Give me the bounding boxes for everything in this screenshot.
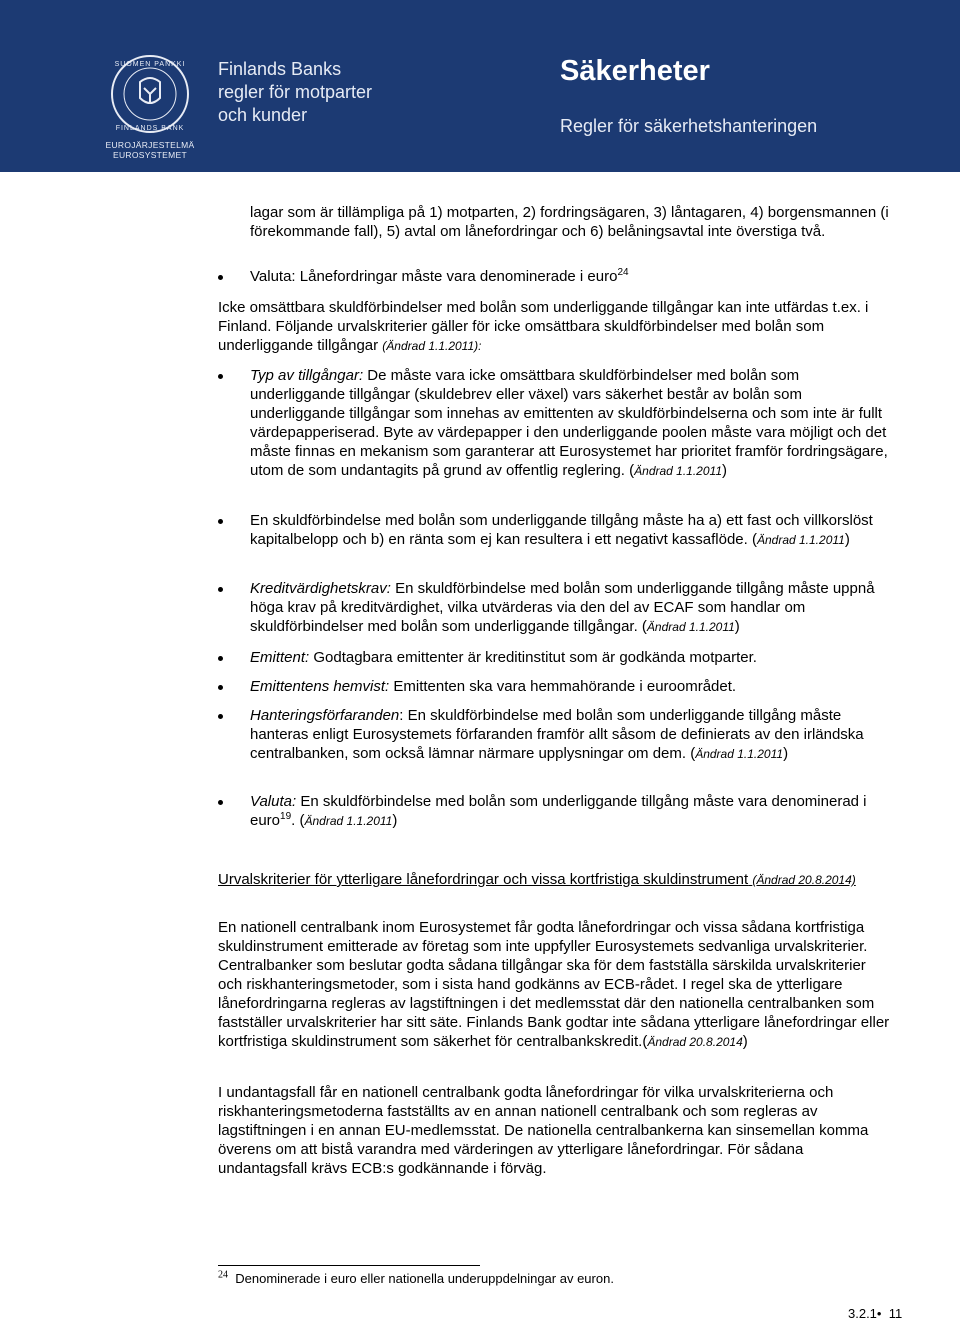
bullet-credit: Kreditvärdighetskrav: En skuldförbindelse med bolån som underliggande tillgång måste uppnå höga krav på kreditvärdighet, vilka utvärderas via den del av ECAF som handlar om skuldförbindelser med bolån som underliggande tillgångar. (Ändrad 1.1.2011) bbox=[250, 580, 875, 635]
bullet-currency: Valuta: En skuldförbindelse med bolån som underliggande tillgång måste vara denominerad i euro$^{19}$. (Ändrad 1.1.2011) bbox=[250, 793, 867, 829]
paragraph-continuation: lagar som är tillämpliga på 1) motparten, 2) fordringsägaren, 3) låntagaren, 4) borgensmannen (i förekommande fall), 5) avtal om lånefordringar och 6) belåningsavtal inte överstiga två. bbox=[250, 204, 889, 240]
bullet-procedures: Hanteringsförfaranden: En skuldförbindelse med bolån som underliggande tillgång måste hanteras enligt Eurosystemets förfaranden framför allt såsom de definierats av den irländska centralbanken, som också lämnar närmare upplysningar om dem. (Ändrad 1.1.2011) bbox=[250, 707, 864, 762]
page-number: 3.2.1• 11 bbox=[848, 1306, 903, 1321]
bullet-asset-type: Typ av tillgångar: De måste vara icke omsättbara skuldförbindelser med bolån som underliggande tillgångar (skuldebrev eller växel) vars säkerhet består av bolån som underliggande tillgångar som innehas av emittenten av skuldförbindelserna och som inte är fullt värdepapperiserad. Byte av värdepapper i den underliggande poolen måste vara möjligt och det måste finnas en mekanism som garanterar att Eurosystemet har prioritet framför fordringsägare, utom de som undantagits på grund av offentlig reglering. (Ändrad 1.1.2011) bbox=[250, 367, 888, 479]
logo-caption-line2: EUROSYSTEMET bbox=[113, 150, 187, 160]
section-heading: Urvalskriterier för ytterligare lånefordringar och vissa kortfristiga skuldinstrument (Ändrad 20.8.2014) bbox=[218, 871, 856, 888]
logo-caption-line1: EUROJÄRJESTELMÄ bbox=[105, 140, 195, 150]
svg-text:FINLANDS BANK: FINLANDS BANK bbox=[115, 125, 185, 132]
bullet-issuer: Emittent: Godtagbara emittenter är kreditinstitut som är godkända motparter. bbox=[250, 649, 757, 666]
paragraph-intro: Icke omsättbara skuldförbindelser med bolån som underliggande tillgångar kan inte utfärdas t.ex. i Finland. Följande urvalskriterier gäller för icke omsättbara skuldförbindelser med bolån som underliggande tillgångar (Ändrad 1.1.2011): bbox=[218, 299, 869, 354]
bullet-dot bbox=[218, 714, 223, 719]
paragraph-exceptions: I undantagsfall får en nationell centralbank godta lånefordringar för vilka urvalskriterierna och riskhanteringsmetoderna fastställts av en annan nationell centralbank och som regleras av lagstiftningen i en annan EU-medlemsstat. De nationella centralbankerna kan sinsemellan komma överens om att bistå varandra med värderingen av ytterligare lånefordringar. För sådana undantagsfall krävs ECB:s godkännande i förväg. bbox=[218, 1084, 869, 1177]
footnote: $^{24}$ Denominerade i euro eller nationella underuppdelningar av euron. bbox=[218, 1269, 614, 1286]
bullet-capital: En skuldförbindelse med bolån som underliggande tillgång måste ha a) ett fast och villkorslöst kapitalbelopp och b) en ränta som ej kan resultera i ett negativt kassaflöde. (Ändrad 1.1.2011) bbox=[250, 512, 873, 548]
bullet-dot bbox=[218, 587, 223, 592]
header-bank-name bbox=[218, 58, 372, 127]
header-line3: och kunder bbox=[218, 105, 308, 125]
bullet-domicile: Emittentens hemvist: Emittenten ska vara hemmahörande i euroområdet. bbox=[250, 678, 737, 695]
logo-caption bbox=[104, 140, 196, 160]
bullet-dot bbox=[218, 656, 223, 661]
bullet-dot bbox=[218, 519, 223, 524]
header-line1: Finlands Banks bbox=[218, 59, 342, 79]
paragraph-additional-claims: En nationell centralbank inom Eurosystemet får godta lånefordringar och vissa sådana kortfristiga skuldinstrument emitterade av företag som inte uppfyller Eurosystemets sedvanliga urvalskriterier. Centralbanker som beslutar godta sådana tillgångar ska för dem fastställa särskilda urvalskriterier och riskhanteringsmetoder, som i sista hand godkänns av ECB-rådet. I regel ska de ytterligare lånefordringarna regleras av lagstiftningen i det medlemsstat där den nationella centralbanken som fastställer urvalskriterier har sitt säte. Finlands Bank godtar inte sådana ytterligare lånefordringar eller kortfristiga skuldinstrument som säkerhet för centralbankskredit.(Ändrad 20.8.2014) bbox=[218, 919, 890, 1050]
header-line2: regler för motparter bbox=[218, 82, 373, 102]
bullet-dot bbox=[218, 374, 223, 379]
bullet-valuta-loans: Valuta: Lånefordringar måste vara denominerade i euro$^{24}$ bbox=[250, 267, 629, 285]
bullet-dot bbox=[218, 685, 223, 690]
page-subtitle: Regler för säkerhetshanteringen bbox=[560, 116, 818, 136]
svg-text:SUOMEN PANKKI: SUOMEN PANKKI bbox=[114, 61, 186, 68]
bullet-dot bbox=[218, 800, 223, 805]
footnote-divider bbox=[218, 1265, 480, 1266]
page-title: Säkerheter bbox=[560, 55, 710, 87]
page-header bbox=[0, 0, 960, 172]
bullet-dot bbox=[218, 275, 223, 280]
